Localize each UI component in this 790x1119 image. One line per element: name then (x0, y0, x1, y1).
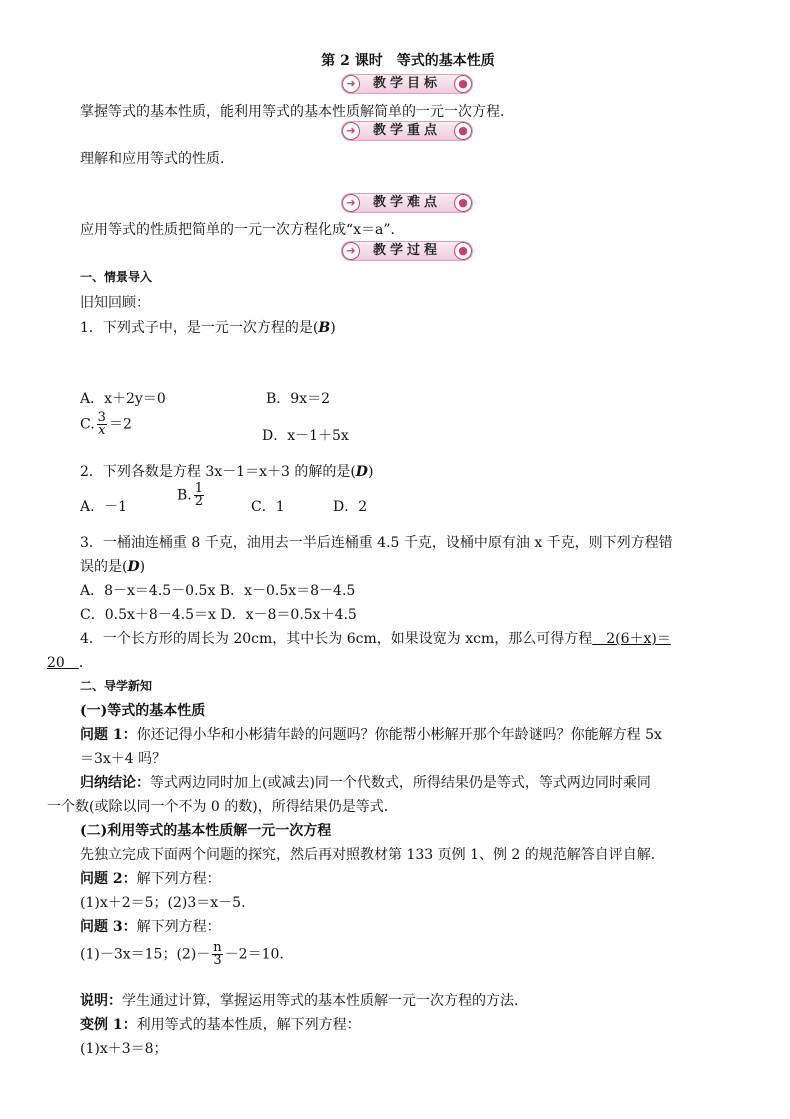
q3-stem-line2 (80, 556, 145, 576)
variant-1-label: 变例 1： (80, 1017, 137, 1033)
q2-b-prefix: B. (177, 487, 192, 504)
banner-difficulties-label: 教学难点 (372, 195, 441, 210)
q3-options-cd: C．0.5x＋8－4.5＝x D．x－8＝0.5x＋4.5 (80, 607, 357, 623)
circle-icon: ● (454, 75, 472, 93)
question-1 (80, 317, 336, 337)
q1-close: ) (330, 320, 336, 336)
note (80, 990, 528, 1010)
banner-key-points-label: 教学重点 (372, 123, 441, 138)
q2-stem: 2．下列各数是方程 3x－1＝x＋3 的解的是( (80, 464, 356, 480)
problem-1-line2: ＝3x＋4 吗？ (80, 751, 167, 767)
section-heading-1: 一、情景导入 (80, 270, 153, 284)
q4-end: ． (78, 655, 93, 671)
q2-answer: D (355, 464, 368, 480)
q3-answer: D (127, 559, 140, 575)
q4-answer-part2: 20 (47, 655, 79, 671)
arrow-right-icon: ➜ (342, 242, 360, 260)
problem-3-numerator: n (213, 940, 222, 955)
q2-b-fraction (194, 483, 204, 508)
variant-1 (80, 1014, 361, 1034)
review-label: 旧知回顾： (80, 295, 150, 311)
arrow-right-icon: ➜ (342, 122, 360, 140)
q4-line1 (80, 628, 671, 648)
conclusion-label: 归纳结论： (80, 775, 150, 791)
problem-3-eq-post: －2＝10. (224, 946, 284, 963)
problem-2-equations: (1)x＋2＝5；(2)3＝x－5. (80, 895, 246, 911)
circle-icon: ● (454, 242, 472, 260)
banner-process-label: 教学过程 (372, 243, 441, 258)
section-heading-2: 二、导学新知 (80, 679, 153, 693)
q1-c-suffix: ＝2 (108, 416, 132, 433)
banner-goals (341, 74, 473, 94)
problem-3 (80, 916, 221, 936)
variant-1-text: 利用等式的基本性质，解下列方程： (136, 1017, 361, 1033)
q2-b-numerator: 1 (194, 481, 204, 496)
variant-1-equation: (1)x＋3＝8； (80, 1041, 168, 1057)
subheading-1: (一)等式的基本性质 (80, 703, 206, 719)
banner-process (341, 241, 473, 261)
q4-line2 (47, 652, 93, 672)
arrow-right-icon: ➜ (342, 75, 360, 93)
circle-icon: ● (454, 122, 472, 140)
circle-icon: ● (454, 194, 472, 212)
key-text: 理解和应用等式的性质． (80, 151, 234, 167)
conclusion-line1 (80, 772, 651, 792)
problem-2-label: 问题 2： (80, 871, 137, 887)
q4-answer-part1: 2(6＋x)＝ (592, 631, 671, 647)
q1-option-d: D．x－1＋5x (262, 428, 349, 444)
q4-stem: 4．一个长方形的周长为 20cm，其中长为 6cm，如果设宽为 xcm，那么可得方程 (80, 631, 593, 647)
subheading-2: (二)利用等式的基本性质解一元一次方程 (80, 823, 332, 839)
conclusion-text: 等式两边同时加上(或减去)同一个代数式，所得结果仍是等式，等式两边同时乘同 (150, 775, 651, 791)
problem-2-text: 解下列方程： (136, 871, 221, 887)
q1-c-denominator: x (98, 423, 106, 438)
q2-b-denominator: 2 (194, 494, 204, 509)
problem-3-denominator: 3 (213, 953, 222, 968)
problem-1-text: 你还记得小华和小彬猜年龄的问题吗？你能帮小彬解开那个年龄谜吗？你能解方程 5x (136, 727, 662, 743)
q3-stem-line1: 3．一桶油连桶重 8 千克，油用去一半后连桶重 4.5 千克，设桶中原有油 x 千克，则下列方程错 (80, 535, 673, 551)
q1-answer: B (318, 320, 331, 336)
problem-3-fraction (212, 942, 222, 967)
q1-c-fraction (97, 412, 107, 437)
problem-3-text: 解下列方程： (136, 919, 221, 935)
q1-c-prefix: C. (80, 416, 95, 433)
q2-option-a: A．－1 (80, 499, 128, 515)
problem-2 (80, 868, 221, 888)
arrow-right-icon: ➜ (342, 194, 360, 212)
banner-difficulties (341, 193, 473, 213)
q2-option-d: D．2 (333, 499, 368, 515)
problem-1-line1 (80, 724, 662, 744)
problem-3-eq-pre: (1)－3x＝15；(2)－ (80, 946, 211, 963)
difficulty-text: 应用等式的性质把简单的一元一次方程化成“x＝a”． (80, 222, 405, 238)
banner-key-points (341, 121, 473, 141)
q1-option-a: A．x＋2y＝0 (80, 391, 166, 407)
banner-goals-label: 教学目标 (372, 76, 441, 91)
question-2 (80, 461, 373, 481)
conclusion-line2: 一个数(或除以同一个不为 0 的数)，所得结果仍是等式． (47, 799, 398, 815)
q3-close: ) (139, 559, 146, 575)
q2-close: ) (367, 464, 374, 480)
goals-text: 掌握等式的基本性质，能利用等式的基本性质解简单的一元一次方程． (80, 104, 514, 120)
page-title: 第 2 课时 等式的基本性质 (321, 53, 495, 69)
q3-stem-pre: 误的是( (80, 559, 128, 575)
q2-option-c: C．1 (251, 499, 285, 515)
subheading-2-text: 先独立完成下面两个问题的探究，然后再对照教材第 133 页例 1、例 2 的规范解答自评自解． (80, 847, 665, 863)
note-text: 学生通过计算，掌握运用等式的基本性质解一元一次方程的方法． (122, 993, 528, 1009)
problem-1-label: 问题 1： (80, 727, 137, 743)
problem-3-label: 问题 3： (80, 919, 137, 935)
q3-options-ab: A．8－x＝4.5－0.5x B．x－0.5x＝8－4.5 (80, 583, 356, 599)
problem-3-equations (80, 942, 284, 967)
q1-c-numerator: 3 (97, 410, 106, 425)
q1-stem: 1．下列式子中，是一元一次方程的是( (80, 320, 319, 336)
note-label: 说明： (80, 993, 122, 1009)
q1-option-c (80, 412, 132, 437)
q2-option-b (177, 483, 206, 508)
q1-option-b: B．9x＝2 (266, 391, 330, 407)
